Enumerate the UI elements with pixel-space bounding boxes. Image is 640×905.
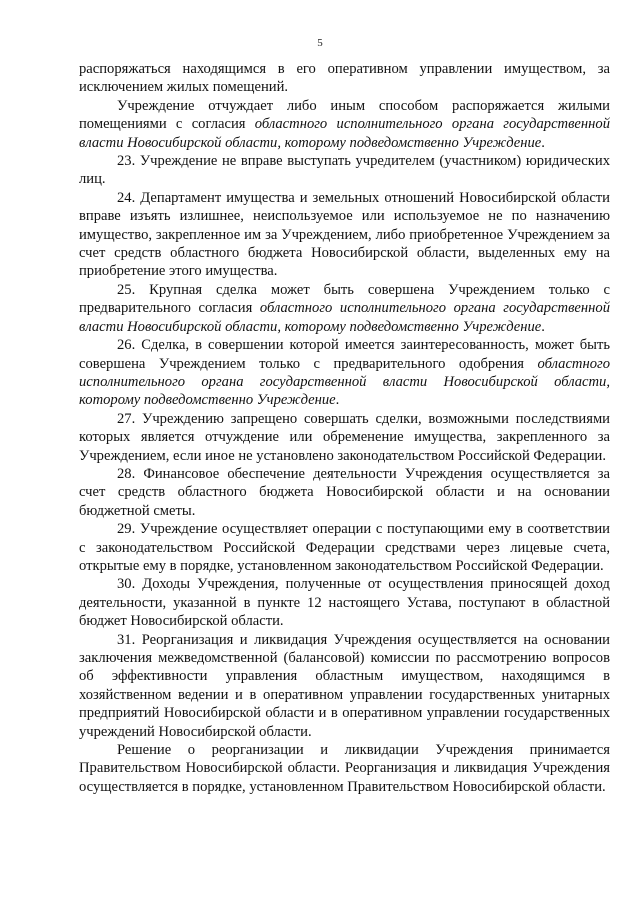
document-body bbox=[79, 60, 610, 796]
paragraph-text: Решение о реорганизации и ликвидации Учреждения принимается Правительством Новосибирской области. Реорганизация и ликвидация Учреждения осуществляется в порядке, установленном Правительством Новосибирской области. bbox=[79, 742, 610, 795]
paragraph bbox=[79, 189, 610, 281]
paragraph-text: . bbox=[335, 392, 340, 409]
paragraph bbox=[79, 575, 610, 630]
paragraph bbox=[79, 631, 610, 741]
paragraph bbox=[79, 741, 610, 796]
italic-text: областного исполнительного органа государственной власти Новосибирской области, которому подведомственно Учреждение bbox=[79, 116, 610, 151]
paragraph bbox=[79, 520, 610, 575]
paragraph-text: 25. Крупная сделка может быть совершена Учреждением только с предварительного согласия bbox=[79, 281, 610, 317]
paragraph bbox=[79, 60, 610, 97]
italic-text: областного исполнительного органа государственной власти Новосибирской области, которому подведомственно Учреждение bbox=[79, 300, 610, 335]
page-number: 5 bbox=[317, 37, 323, 49]
paragraph-text: Учреждение отчуждает либо иным способом распоряжается жилыми помещениями с согласия bbox=[79, 97, 610, 133]
paragraph-text: 26. Сделка, в совершении которой имеется заинтересованность, может быть совершена Учреждением только с предварительного одобрения bbox=[79, 337, 610, 372]
paragraph bbox=[79, 336, 610, 410]
paragraph-text: 29. Учреждение осуществляет операции с поступающими ему в соответствии с законодательством Российской Федерации средствами через лицевые счета, открытые ему в порядке, установленном законодательством Российской Федерации. bbox=[79, 521, 610, 574]
paragraph-text: 30. Доходы Учреждения, полученные от осуществления приносящей доход деятельности, указанной в пункте 12 настоящего Устава, поступают в областной бюджет Новосибирской области. bbox=[79, 576, 610, 630]
paragraph-text: 24. Департамент имущества и земельных отношений Новосибирской области вправе изъять излишнее, неиспользуемое или используемое не по назначению имущество, закрепленное им за Учреждением, либо приобретенное Учреждением за счет средств областного бюджета Новосибирской области, выделенных ему на приобретение этого имущества. bbox=[79, 189, 610, 280]
paragraph-text: 28. Финансовое обеспечение деятельности Учреждения осуществляется за счет средств областного бюджета Новосибирской области и на основании бюджетной сметы. bbox=[79, 465, 610, 519]
paragraph-text: . bbox=[541, 318, 545, 335]
paragraph bbox=[79, 152, 610, 189]
paragraph-text: 27. Учреждению запрещено совершать сделки, возможными последствиями которых является отчуждение или обременение имущества, закрепленного за Учреждением, если иное не установлено законодательством Российской Федерации. bbox=[79, 410, 610, 464]
paragraph bbox=[79, 281, 610, 336]
paragraph bbox=[79, 465, 610, 520]
paragraph-text: . bbox=[541, 134, 545, 151]
italic-text: областного исполнительного органа государственной власти Новосибирской области, которому подведомственно Учреждение bbox=[79, 355, 610, 409]
paragraph-text: распоряжаться находящимся в его оперативном управлении имуществом, за исключением жилых помещений. bbox=[79, 61, 610, 96]
paragraph bbox=[79, 410, 610, 465]
paragraph-text: 31. Реорганизация и ликвидация Учреждения осуществляется на основании заключения межведомственной (балансовой) комиссии по рассмотрению вопросов об эффективности управления областным имуществом, находящимся в хозяйственном ведении и в оперативном управлении государственных унитарных предприятий Новосибирской области и в оперативном управлении государственных учреждений Новосибирской области. bbox=[79, 631, 610, 740]
paragraph bbox=[79, 97, 610, 152]
paragraph-text: 23. Учреждение не вправе выступать учредителем (участником) юридических лиц. bbox=[79, 153, 610, 188]
